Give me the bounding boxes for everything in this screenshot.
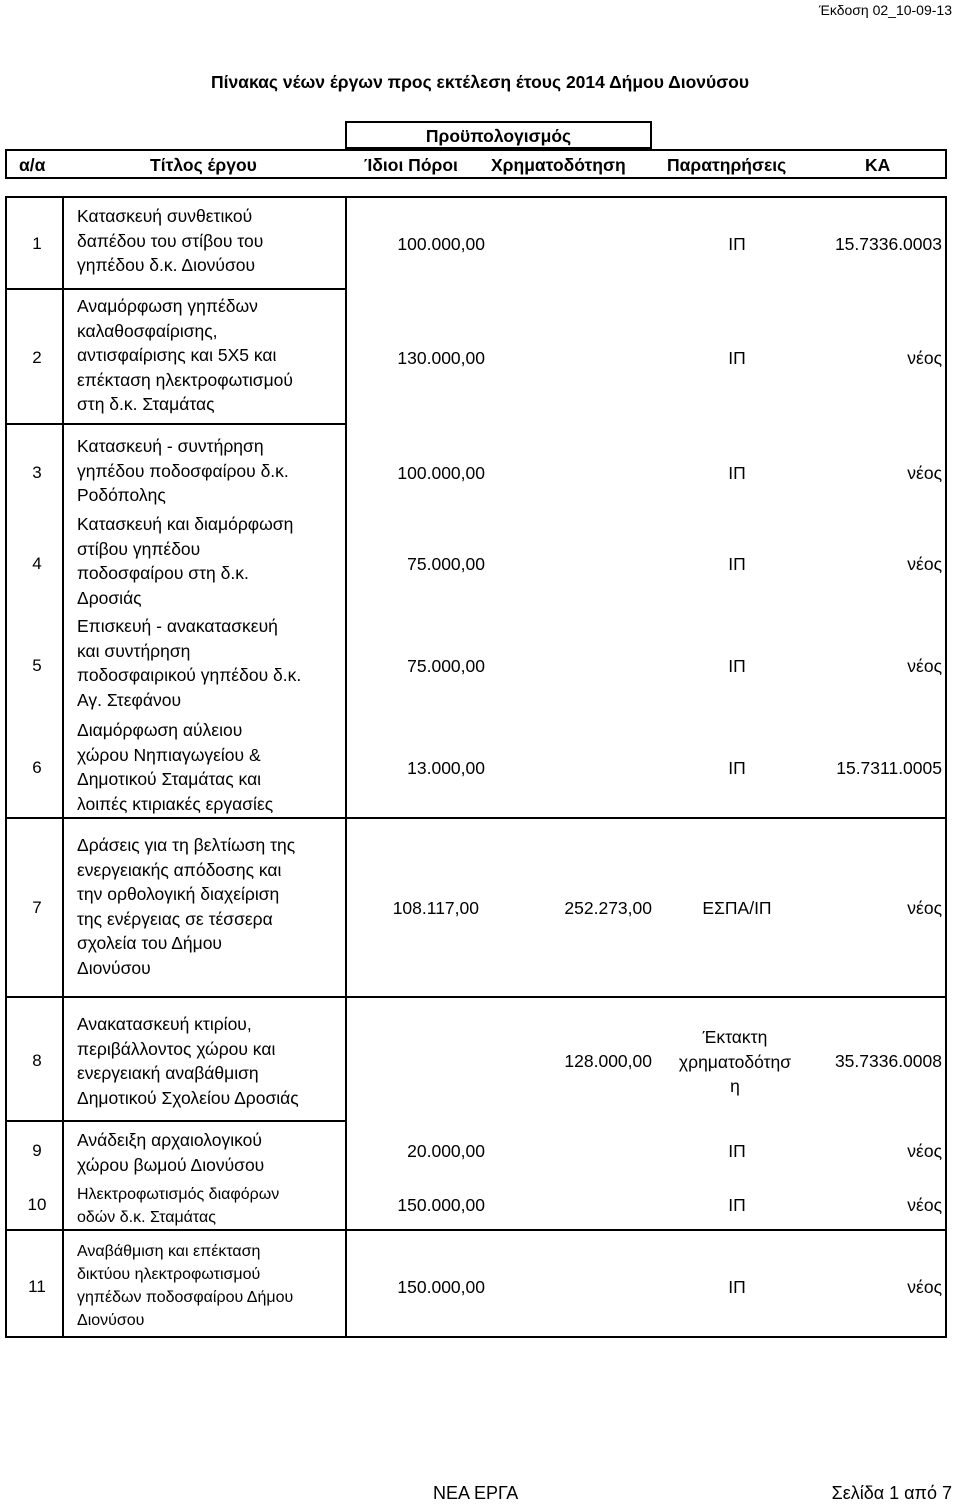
project-title: Αναβάθμιση και επέκταση δικτύου ηλεκτροφωτισμού γηπέδων ποδοσφαίρου Δήμου Διονύσου xyxy=(77,1243,294,1329)
footer-section-label: ΝΕΑ ΕΡΓΑ xyxy=(433,1483,519,1503)
col-header-own: Ίδιοι Πόροι xyxy=(364,155,458,175)
notes-value: ΙΠ xyxy=(728,1277,746,1297)
row-divider xyxy=(7,288,347,290)
ka-value: νέος xyxy=(907,656,942,676)
ka-value: νέος xyxy=(907,554,942,574)
notes-value: ΙΠ xyxy=(728,656,746,676)
ka-value: 15.7336.0003 xyxy=(834,234,942,254)
ka-value: 35.7336.0008 xyxy=(834,1051,942,1071)
notes-value: ΕΣΠΑ/ΙΠ xyxy=(702,898,772,918)
row-divider xyxy=(7,1120,347,1122)
row-number: 1 xyxy=(32,234,42,253)
own-funds-value: 150.000,00 xyxy=(397,1277,485,1297)
row-divider xyxy=(7,996,945,998)
col-header-title: Τίτλος έργου xyxy=(150,155,257,175)
project-title: Διαμόρφωση αύλειου χώρου Νηπιαγωγείου & Δημοτικού Σταμάτας και λοιπές κτιριακές εργασίες xyxy=(77,720,274,814)
project-title: Κατασκευή συνθετικού δαπέδου του στίβου του γηπέδου δ.κ. Διονύσου xyxy=(77,206,264,275)
col-header-funding: Χρηματοδότηση xyxy=(491,155,626,175)
project-title: Ηλεκτροφωτισμός διαφόρων οδών δ.κ. Σταμάτας xyxy=(77,1186,280,1226)
notes-value: ΙΠ xyxy=(728,234,746,254)
row-divider xyxy=(7,1229,945,1231)
notes-value: ΙΠ xyxy=(728,1195,746,1215)
notes-value: Έκτακτη χρηματοδότησ η xyxy=(678,1027,792,1096)
notes-value: ΙΠ xyxy=(728,1141,746,1161)
project-title: Κατασκευή - συντήρηση γηπέδου ποδοσφαίρου δ.κ. Ροδόπολης xyxy=(77,436,289,505)
version-label: Έκδοση 02_10-09-13 xyxy=(818,2,952,18)
own-funds-value: 75.000,00 xyxy=(407,656,485,676)
page-title: Πίνακας νέων έργων προς εκτέλεση έτους 2014 Δήμου Διονύσου xyxy=(210,72,750,92)
budget-group-header: Προϋπολογισμός xyxy=(345,121,652,149)
row-divider xyxy=(7,423,347,425)
funding-value: 252.273,00 xyxy=(564,898,652,918)
project-title: Κατασκευή και διαμόρφωση στίβου γηπέδου ποδοσφαίρου στη δ.κ. Δροσιάς xyxy=(77,514,294,608)
col-header-notes: Παρατηρήσεις xyxy=(667,155,787,175)
row-number: 7 xyxy=(32,898,42,917)
own-funds-value: 108.117,00 xyxy=(392,898,479,918)
ka-value: 15.7311.0005 xyxy=(836,758,942,778)
funding-value: 128.000,00 xyxy=(564,1051,652,1071)
row-number: 4 xyxy=(32,554,42,573)
project-title: Αναμόρφωση γηπέδων καλαθοσφαίρισης, αντισφαίρισης και 5Χ5 και επέκταση ηλεκτροφωτισμού στη δ.κ. Σταμάτας xyxy=(77,296,293,414)
own-funds-value: 100.000,00 xyxy=(397,234,485,254)
row-number: 2 xyxy=(32,348,42,367)
project-title: Ανακατασκευή κτιρίου, περιβάλλοντος χώρου και ενεργειακή αναβάθμιση Δημοτικού Σχολείου Δροσιάς xyxy=(77,1014,299,1108)
ka-value: νέος xyxy=(907,348,942,368)
notes-value: ΙΠ xyxy=(728,554,746,574)
footer-page-number: Σελίδα 1 από 7 xyxy=(831,1483,952,1503)
ka-value: νέος xyxy=(907,1141,942,1161)
row-number: 3 xyxy=(32,463,42,482)
notes-value: ΙΠ xyxy=(728,463,746,483)
row-number: 9 xyxy=(32,1141,42,1160)
own-funds-value: 100.000,00 xyxy=(397,463,485,483)
row-number: 8 xyxy=(32,1051,42,1070)
project-title: Δράσεις για τη βελτίωση της ενεργειακής απόδοσης και την ορθολογική διαχείριση της ενέργειας σε τέσσερα σχολεία του Δήμου Διονύσου xyxy=(77,835,296,978)
row-number: 5 xyxy=(32,656,42,675)
own-funds-value: 130.000,00 xyxy=(397,348,485,368)
project-title: Επισκευή - ανακατασκευή και συντήρηση ποδοσφαιρικού γηπέδου δ.κ. Αγ. Στεφάνου xyxy=(77,616,302,710)
col-header-aa: α/α xyxy=(19,155,46,175)
own-funds-value: 150.000,00 xyxy=(397,1195,485,1215)
ka-value: νέος xyxy=(907,1277,942,1297)
notes-value: ΙΠ xyxy=(728,758,746,778)
col-divider xyxy=(345,198,347,1336)
projects-table xyxy=(5,196,947,1338)
col-header-ka: ΚΑ xyxy=(865,155,891,175)
table-header xyxy=(5,149,947,179)
row-number: 10 xyxy=(27,1195,47,1214)
own-funds-value: 75.000,00 xyxy=(407,554,485,574)
ka-value: νέος xyxy=(907,1195,942,1215)
ka-value: νέος xyxy=(907,463,942,483)
ka-value: νέος xyxy=(907,898,942,918)
own-funds-value: 20.000,00 xyxy=(407,1141,485,1161)
row-number: 6 xyxy=(32,758,42,777)
row-divider xyxy=(7,817,945,819)
row-number: 11 xyxy=(28,1277,46,1296)
notes-value: ΙΠ xyxy=(728,348,746,368)
own-funds-value: 13.000,00 xyxy=(407,758,485,778)
project-title: Ανάδειξη αρχαιολογικού χώρου βωμού Διονύσου xyxy=(77,1130,265,1175)
